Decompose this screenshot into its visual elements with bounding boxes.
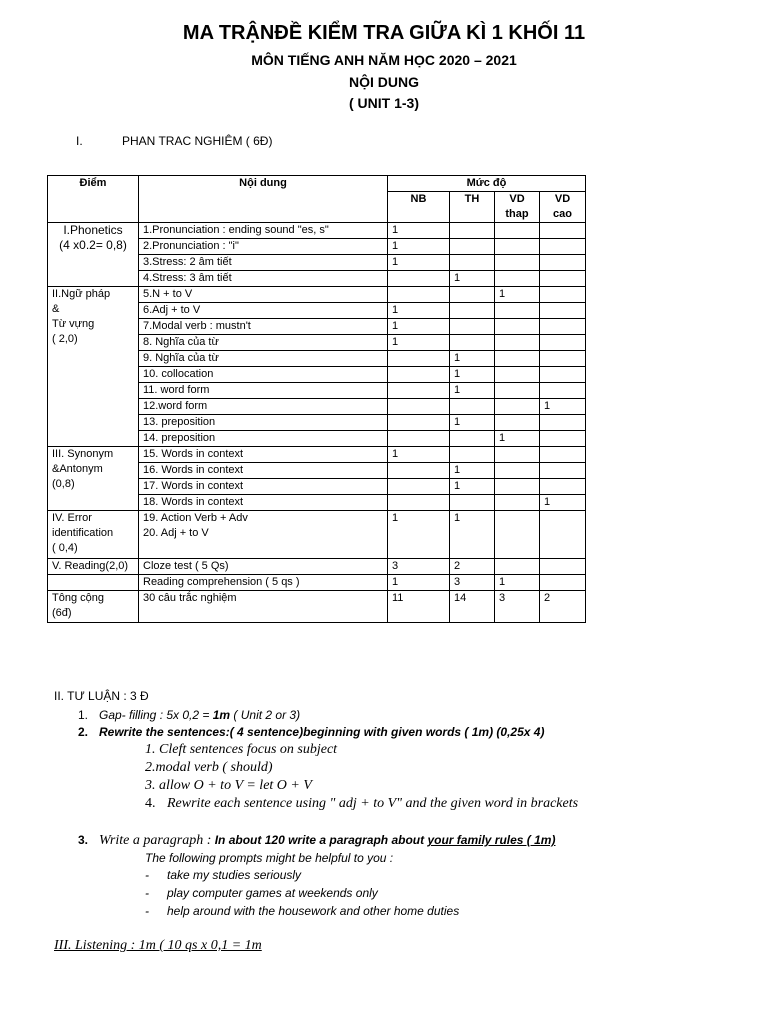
row-nb bbox=[388, 399, 450, 415]
row-vd-cao bbox=[540, 415, 586, 431]
group-grammar: II.Ngữ pháp & Từ vựng ( 2,0) bbox=[48, 287, 139, 447]
row-vd-thap bbox=[495, 479, 540, 495]
row-nb: 1 bbox=[388, 303, 450, 319]
row-vd-cao: 1 bbox=[540, 495, 586, 511]
row-vd-cao bbox=[540, 559, 586, 575]
row-th: 1 bbox=[450, 511, 495, 559]
page-subtitle: MÔN TIẾNG ANH NĂM HỌC 2020 – 2021 bbox=[251, 52, 517, 68]
section-2-heading: II. TƯ LUẬN : 3 Đ bbox=[54, 689, 149, 703]
table-row bbox=[48, 447, 586, 463]
group-phonetics-score: (4 x0.2= 0,8) bbox=[59, 238, 127, 252]
row-content: 14. preposition bbox=[139, 431, 388, 447]
table-row bbox=[48, 591, 586, 623]
row-vd-cao: 2 bbox=[540, 591, 586, 623]
row-th: 14 bbox=[450, 591, 495, 623]
row-th: 1 bbox=[450, 463, 495, 479]
row-vd-cao bbox=[540, 511, 586, 559]
row-nb bbox=[388, 495, 450, 511]
row-th bbox=[450, 223, 495, 239]
table-row bbox=[48, 287, 586, 303]
unit-range: ( UNIT 1-3) bbox=[349, 95, 419, 111]
row-nb: 1 bbox=[388, 511, 450, 559]
row-vd-thap bbox=[495, 319, 540, 335]
item-1-number: 1. bbox=[78, 708, 89, 722]
row-nb: 1 bbox=[388, 575, 450, 591]
row-th bbox=[450, 399, 495, 415]
row-th bbox=[450, 239, 495, 255]
row-nb: 1 bbox=[388, 319, 450, 335]
row-content: 17. Words in context bbox=[139, 479, 388, 495]
table-row bbox=[48, 223, 586, 239]
row-th bbox=[450, 335, 495, 351]
sub-item-4 bbox=[145, 796, 579, 812]
row-th: 1 bbox=[450, 351, 495, 367]
row-vd-cao bbox=[540, 223, 586, 239]
row-content: 3.Stress: 2 âm tiết bbox=[139, 255, 388, 271]
row-th: 1 bbox=[450, 367, 495, 383]
row-th: 3 bbox=[450, 575, 495, 591]
header-diem: Điểm bbox=[48, 176, 139, 223]
row-vd-thap bbox=[495, 335, 540, 351]
row-content: 18. Words in context bbox=[139, 495, 388, 511]
row-nb: 1 bbox=[388, 255, 450, 271]
prompt-dash: - bbox=[145, 904, 149, 918]
prompt-item-3 bbox=[145, 904, 460, 918]
content-heading: NỘI DUNG bbox=[349, 74, 419, 90]
header-noi-dung: Nội dung bbox=[139, 176, 388, 223]
row-vd-thap bbox=[495, 447, 540, 463]
row-vd-cao bbox=[540, 271, 586, 287]
row-nb: 1 bbox=[388, 239, 450, 255]
prompt-2-text: play computer games at weekends only bbox=[167, 886, 378, 900]
item-2-text: Rewrite the sentences:( 4 sentence)beginning with given words ( 1m) (0,25x 4) bbox=[99, 725, 545, 739]
row-nb bbox=[388, 463, 450, 479]
row-nb: 1 bbox=[388, 223, 450, 239]
row-vd-thap bbox=[495, 239, 540, 255]
row-vd-thap: 1 bbox=[495, 431, 540, 447]
row-vd-cao bbox=[540, 447, 586, 463]
row-vd-thap: 1 bbox=[495, 575, 540, 591]
prompt-1-text: take my studies seriously bbox=[167, 868, 302, 882]
group-synonym: III. Synonym &Antonym (0,8) bbox=[48, 447, 139, 511]
row-th: 2 bbox=[450, 559, 495, 575]
prompt-item-1 bbox=[145, 868, 302, 882]
row-nb bbox=[388, 431, 450, 447]
row-nb bbox=[388, 479, 450, 495]
section-3-listening: III. Listening : 1m ( 10 qs x 0,1 = 1m bbox=[54, 938, 262, 953]
item-2 bbox=[78, 725, 545, 739]
row-content: 11. word form bbox=[139, 383, 388, 399]
group-error: IV. Error identification ( 0,4) bbox=[48, 511, 139, 559]
row-vd-thap bbox=[495, 367, 540, 383]
prompt-intro: The following prompts might be helpful to you : bbox=[145, 851, 394, 865]
row-vd-thap bbox=[495, 399, 540, 415]
header-muc-do: Mức độ bbox=[388, 176, 586, 192]
section-1-number: I. bbox=[76, 134, 83, 148]
row-content: 2.Pronunciation : "i" bbox=[139, 239, 388, 255]
matrix-body bbox=[48, 223, 586, 623]
row-nb: 11 bbox=[388, 591, 450, 623]
row-vd-cao bbox=[540, 303, 586, 319]
item-2-number: 2. bbox=[78, 725, 89, 739]
row-nb bbox=[388, 415, 450, 431]
row-vd-thap bbox=[495, 351, 540, 367]
item-3-label: Write a paragraph : bbox=[99, 833, 212, 848]
row-vd-cao bbox=[540, 431, 586, 447]
row-vd-cao bbox=[540, 351, 586, 367]
row-th: 1 bbox=[450, 271, 495, 287]
item-1-text: Gap- filling : 5x 0,2 = bbox=[99, 708, 213, 722]
item-1 bbox=[78, 708, 301, 722]
row-th bbox=[450, 447, 495, 463]
row-vd-thap bbox=[495, 271, 540, 287]
row-nb bbox=[388, 383, 450, 399]
row-vd-thap bbox=[495, 383, 540, 399]
row-vd-thap: 1 bbox=[495, 287, 540, 303]
row-content: 30 câu trắc nghiệm bbox=[139, 591, 388, 623]
row-vd-thap bbox=[495, 559, 540, 575]
row-th: 1 bbox=[450, 479, 495, 495]
row-content: 6.Adj + to V bbox=[139, 303, 388, 319]
row-th bbox=[450, 319, 495, 335]
item-1-unit: ( Unit 2 or 3) bbox=[230, 708, 301, 722]
row-vd-thap bbox=[495, 415, 540, 431]
prompt-3-text: help around with the housework and other home duties bbox=[167, 904, 460, 918]
row-vd-cao bbox=[540, 335, 586, 351]
prompt-dash: - bbox=[145, 886, 149, 900]
row-vd-thap: 3 bbox=[495, 591, 540, 623]
row-content: 16. Words in context bbox=[139, 463, 388, 479]
row-content: Reading comprehension ( 5 qs ) bbox=[139, 575, 388, 591]
row-content: Cloze test ( 5 Qs) bbox=[139, 559, 388, 575]
exam-matrix-table bbox=[47, 175, 586, 623]
row-content: 13. preposition bbox=[139, 415, 388, 431]
header-nb: NB bbox=[388, 192, 450, 223]
group-reading-cont bbox=[48, 575, 139, 591]
item-3 bbox=[78, 833, 556, 848]
row-vd-thap bbox=[495, 303, 540, 319]
row-th: 1 bbox=[450, 415, 495, 431]
sub-item-4-text: Rewrite each sentence using " adj + to V" and the given word in brackets bbox=[167, 796, 579, 811]
row-content: 9. Nghĩa của từ bbox=[139, 351, 388, 367]
row-vd-cao: 1 bbox=[540, 399, 586, 415]
row-vd-thap bbox=[495, 495, 540, 511]
table-row bbox=[48, 575, 586, 591]
row-vd-cao bbox=[540, 463, 586, 479]
row-vd-thap bbox=[495, 255, 540, 271]
row-vd-cao bbox=[540, 319, 586, 335]
header-th: TH bbox=[450, 192, 495, 223]
row-content: 4.Stress: 3 âm tiết bbox=[139, 271, 388, 287]
row-nb: 1 bbox=[388, 335, 450, 351]
item-3-text: In about 120 write a paragraph about bbox=[211, 833, 428, 847]
item-3-topic: your family rules ( 1m) bbox=[427, 833, 556, 847]
row-nb: 1 bbox=[388, 447, 450, 463]
group-phonetics-title: I.Phonetics bbox=[63, 223, 123, 237]
table-row bbox=[48, 511, 586, 559]
row-th bbox=[450, 255, 495, 271]
row-th bbox=[450, 495, 495, 511]
row-vd-thap bbox=[495, 511, 540, 559]
row-th bbox=[450, 303, 495, 319]
sub-item-3: 3. allow O + to V = let O + V bbox=[145, 778, 312, 793]
row-th bbox=[450, 287, 495, 303]
row-vd-thap bbox=[495, 223, 540, 239]
row-vd-thap bbox=[495, 463, 540, 479]
sub-item-2: 2.modal verb ( should) bbox=[145, 760, 273, 775]
row-content: 19. Action Verb + Adv 20. Adj + to V bbox=[139, 511, 388, 559]
header-vd-thap: VD thap bbox=[495, 192, 540, 223]
row-vd-cao bbox=[540, 383, 586, 399]
section-1-label: PHAN TRAC NGHIÊM ( 6Đ) bbox=[122, 134, 273, 148]
row-th bbox=[450, 431, 495, 447]
row-vd-cao bbox=[540, 287, 586, 303]
row-vd-cao bbox=[540, 575, 586, 591]
row-vd-cao bbox=[540, 255, 586, 271]
section-1-heading bbox=[76, 134, 273, 148]
row-nb bbox=[388, 271, 450, 287]
row-content: 10. collocation bbox=[139, 367, 388, 383]
row-content: 7.Modal verb : mustn't bbox=[139, 319, 388, 335]
row-vd-cao bbox=[540, 367, 586, 383]
group-phonetics bbox=[48, 223, 139, 287]
row-content: 1.Pronunciation : ending sound "es, s" bbox=[139, 223, 388, 239]
group-total: Tông cộng (6đ) bbox=[48, 591, 139, 623]
header-vd-cao: VD cao bbox=[540, 192, 586, 223]
row-th: 1 bbox=[450, 383, 495, 399]
row-content: 15. Words in context bbox=[139, 447, 388, 463]
page-title: MA TRẬNĐỀ KIỂM TRA GIỮA KÌ 1 KHỐI 11 bbox=[182, 22, 586, 44]
row-nb bbox=[388, 287, 450, 303]
group-reading: V. Reading(2,0) bbox=[48, 559, 139, 575]
row-nb bbox=[388, 351, 450, 367]
item-1-score: 1m bbox=[212, 708, 231, 722]
row-content: 12.word form bbox=[139, 399, 388, 415]
sub-item-4-number: 4. bbox=[145, 796, 156, 811]
row-vd-cao bbox=[540, 479, 586, 495]
row-content: 5.N + to V bbox=[139, 287, 388, 303]
prompt-dash: - bbox=[145, 868, 149, 882]
row-content: 8. Nghĩa của từ bbox=[139, 335, 388, 351]
table-row bbox=[48, 559, 586, 575]
row-nb: 3 bbox=[388, 559, 450, 575]
item-3-number: 3. bbox=[78, 833, 89, 847]
prompt-item-2 bbox=[145, 886, 378, 900]
row-vd-cao bbox=[540, 239, 586, 255]
sub-item-1: 1. Cleft sentences focus on subject bbox=[145, 742, 338, 757]
row-nb bbox=[388, 367, 450, 383]
